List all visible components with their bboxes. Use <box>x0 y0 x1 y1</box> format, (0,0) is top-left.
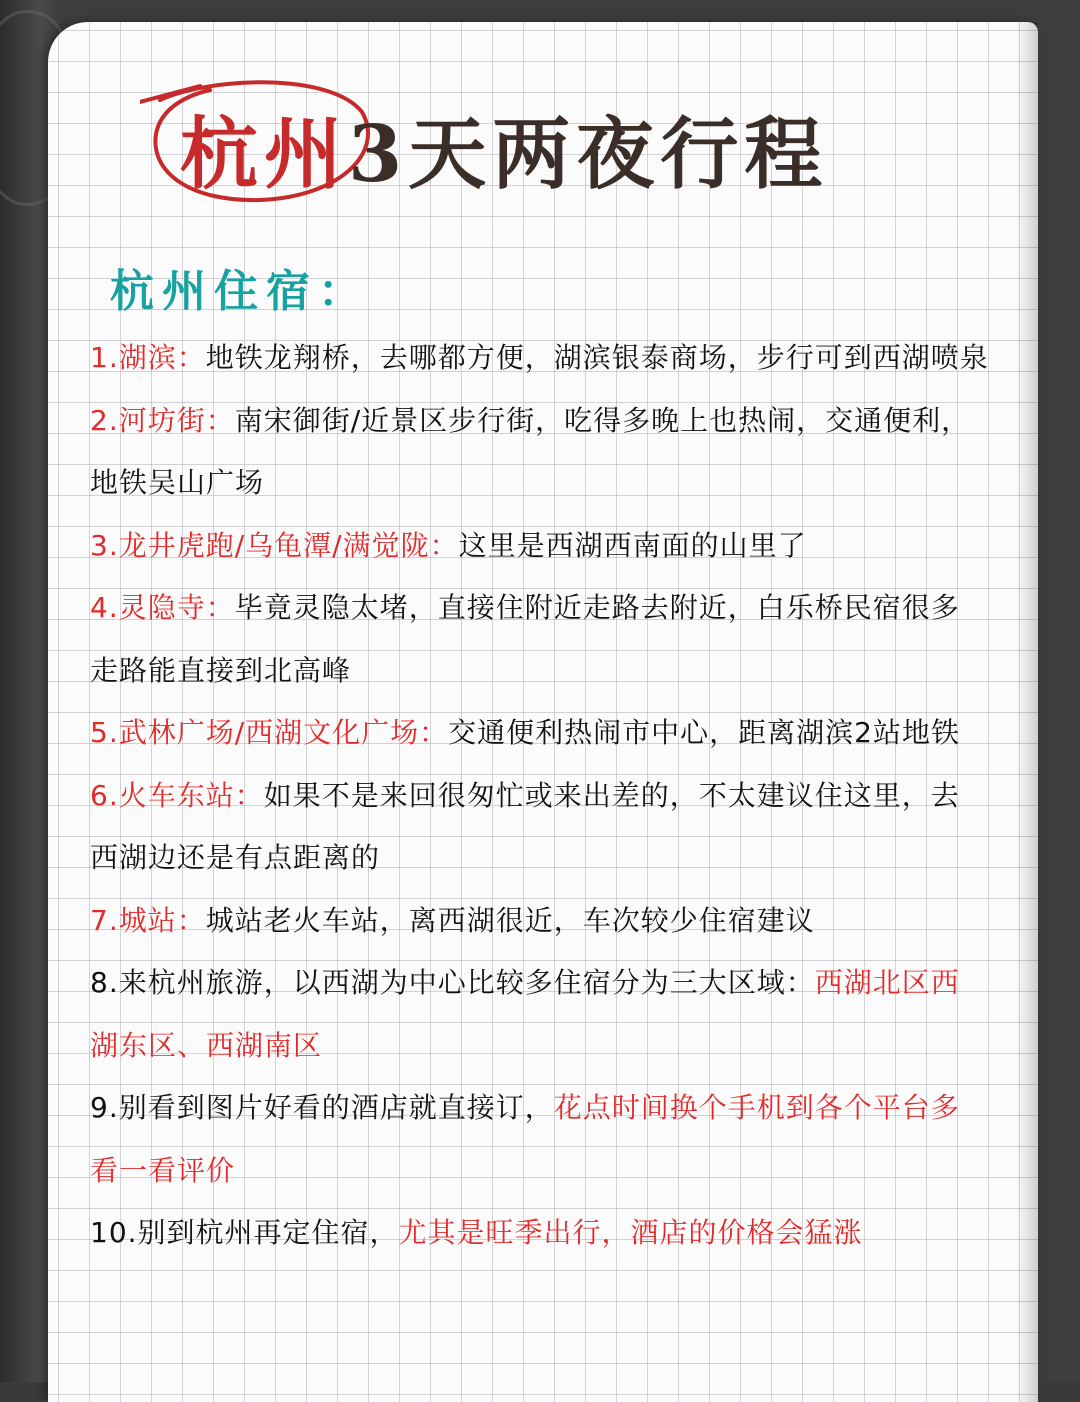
body-text: 地铁吴山广场 <box>90 466 265 499</box>
body-text: 南宋御街/近景区步行街，吃得多晚上也热闹，交通便利， <box>234 403 971 437</box>
list-item <box>90 461 264 501</box>
list-item <box>90 711 960 751</box>
list-item <box>90 649 351 689</box>
body-text: 交通便利热闹市中心，距离湖滨2站地铁 <box>448 716 960 749</box>
highlight-text: 2.河坊街： <box>90 403 235 437</box>
body-text: 这里是西湖西南面的山里了 <box>458 528 807 562</box>
list-item <box>90 899 815 939</box>
highlight-text: 湖东区、西湖南区 <box>90 1028 323 1062</box>
highlight-text: 3.龙井虎跑/乌龟潭/满觉陇： <box>90 528 459 562</box>
body-text: 如果不是来回很匆忙或来出差的，不太建议住这里，去 <box>263 778 960 812</box>
body-text: 走路能直接到北高峰 <box>90 653 352 687</box>
body-text: 8.来杭州旅游，以西湖为中心比较多住宿分为三大区域： <box>90 966 815 999</box>
list-item <box>90 336 989 376</box>
title-rest: 3天两夜行程 <box>348 109 829 200</box>
title-circled-city: 杭州 <box>180 109 349 200</box>
page-title <box>140 82 920 212</box>
list-item <box>90 961 960 1001</box>
body-text: 10.别到杭州再定住宿， <box>90 1216 399 1249</box>
highlight-text: 5.武林广场/西湖文化广场： <box>90 716 449 749</box>
highlight-text: 4.灵隐寺： <box>90 591 235 624</box>
notebook-spine <box>1016 22 1038 1402</box>
list-item <box>90 1024 322 1064</box>
highlight-text: 西湖北区西 <box>814 966 960 999</box>
list-item <box>90 774 960 814</box>
list-item <box>90 1211 863 1251</box>
section-heading-lodging: 杭州住宿： <box>110 266 370 317</box>
highlight-text: 看一看评价 <box>90 1153 236 1187</box>
list-item <box>90 1086 960 1126</box>
highlight-text: 尤其是旺季出行，酒店的价格会猛涨 <box>398 1216 863 1249</box>
body-text: 西湖边还是有点距离的 <box>90 841 381 874</box>
list-item <box>90 586 960 626</box>
highlight-text: 6.火车东站： <box>90 778 264 812</box>
body-text: 地铁龙翔桥，去哪都方便，湖滨银泰商场，步行可到西湖喷泉 <box>205 341 989 374</box>
list-item <box>90 399 970 439</box>
highlight-text: 1.湖滨： <box>90 341 206 374</box>
list-item <box>90 836 380 876</box>
list-item <box>90 524 807 564</box>
highlight-text: 花点时间换个手机到各个平台多 <box>553 1091 960 1124</box>
list-item <box>90 1149 235 1189</box>
body-text: 城站老火车站，离西湖很近，车次较少住宿建议 <box>205 903 815 937</box>
body-text: 毕竟灵隐太堵，直接住附近走路去附近，白乐桥民宿很多 <box>234 591 960 624</box>
highlight-text: 7.城站： <box>90 903 206 937</box>
body-text: 9.别看到图片好看的酒店就直接订， <box>90 1091 554 1124</box>
